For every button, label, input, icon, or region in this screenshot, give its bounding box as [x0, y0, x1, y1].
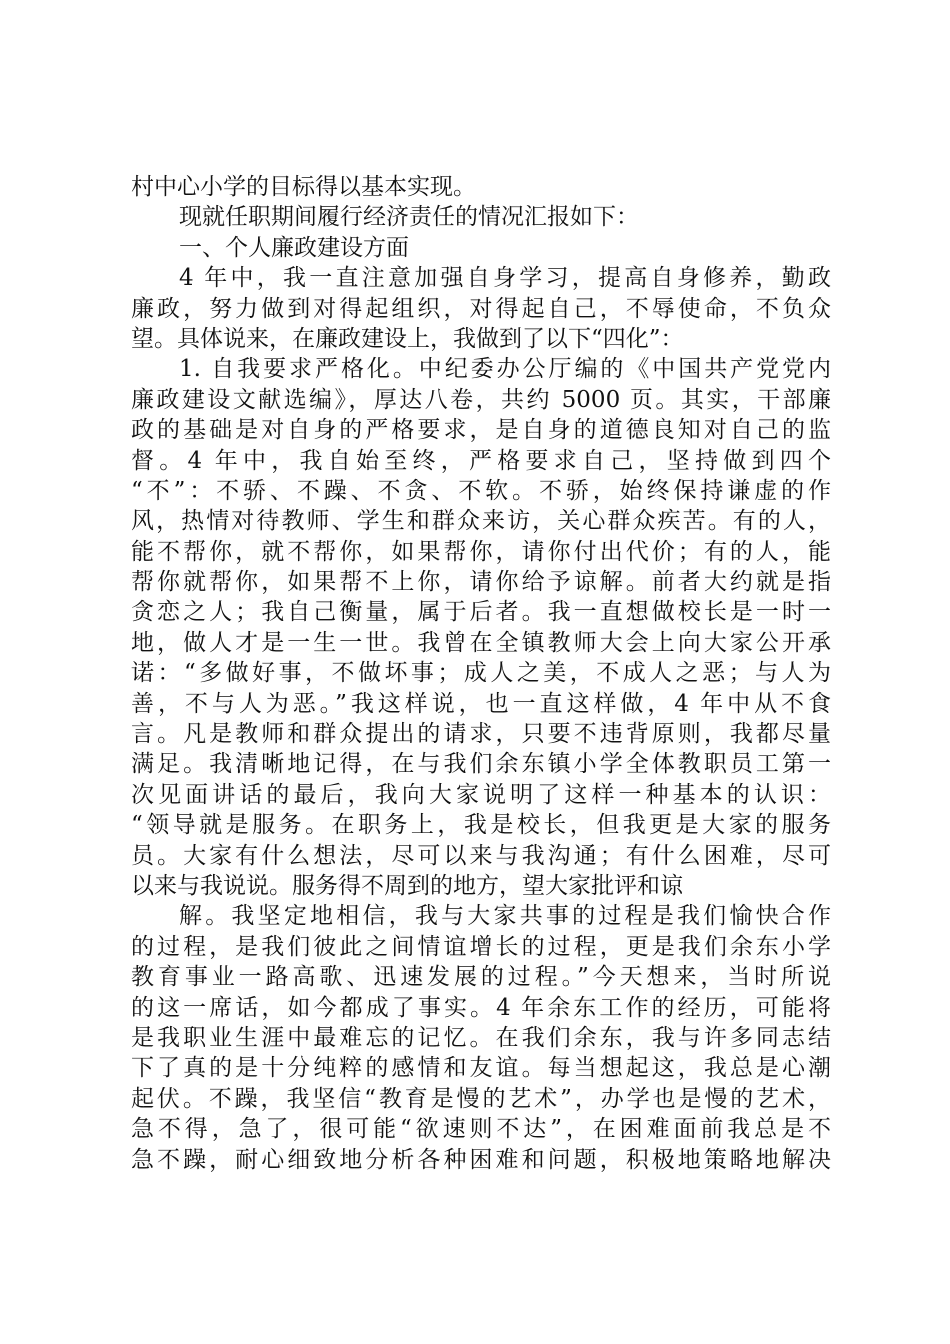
text-line: 贪恋之人；我自己衡量，属于后者。我一直想做校长是一时一	[131, 599, 831, 626]
text-line: 急不躁，耐心细致地分析各种困难和问题，积极地策略地解决	[131, 1146, 831, 1173]
text-line: 是我职业生涯中最难忘的记忆。在我们余东，我与许多同志结	[131, 1024, 831, 1051]
text-line: 诺：“多做好事，不做坏事；成人之美，不成人之恶；与人为	[131, 660, 831, 687]
text-line: “不”：不骄、不躁、不贪、不软。不骄，始终保持谦虚的作	[131, 477, 831, 504]
text-line: 善，不与人为恶。”我这样说，也一直这样做，4 年中从不食	[131, 690, 831, 717]
text-line: 解。我坚定地相信，我与大家共事的过程是我们愉快合作	[179, 903, 831, 930]
text-line: 满足。我清晰地记得，在与我们余东镇小学全体教职员工第一	[131, 751, 831, 778]
text-line: 以来与我说说。服务得不周到的地方，望大家批评和谅	[131, 872, 683, 899]
text-line: 下了真的是十分纯粹的感情和友谊。每当想起这，我总是心潮	[131, 1055, 831, 1082]
text-line: 一、个人廉政建设方面	[179, 234, 409, 261]
text-line: 帮你就帮你，如果帮不上你，请你给予谅解。前者大约就是指	[131, 569, 831, 596]
text-line: 教育事业一路高歌、迅速发展的过程。”今天想来，当时所说	[131, 964, 831, 991]
text-line: 的这一席话，如今都成了事实。4 年余东工作的经历，可能将	[131, 994, 831, 1021]
text-line: 急不得，急了，很可能“欲速则不达”，在困难面前我总是不	[131, 1116, 831, 1143]
text-line: 现就任职期间履行经济责任的情况汇报如下：	[179, 204, 639, 231]
text-line: 言。凡是教师和群众提出的请求，只要不违背原则，我都尽量	[131, 721, 831, 748]
text-line: 廉政建设文献选编》，厚达八卷，共约 5000 页。其实，干部廉	[131, 386, 831, 413]
text-line: 督。4 年中，我自始至终，严格要求自己，坚持做到四个	[131, 447, 831, 474]
text-line: 4 年中，我一直注意加强自身学习，提高自身修养，勤政	[179, 265, 831, 292]
body-text	[131, 172, 831, 1175]
text-line: 员。大家有什么想法，尽可以来与我沟通；有什么困难，尽可	[131, 842, 831, 869]
text-line: 村中心小学的目标得以基本实现。	[131, 174, 476, 200]
text-line: 廉政，努力做到对得起组织，对得起自己，不辱使命，不负众	[131, 295, 831, 322]
text-line: 望。具体说来，在廉政建设上，我做到了以下“四化”：	[131, 325, 684, 352]
text-line: 政的基础是对自身的严格要求，是自身的道德良知对自己的监	[131, 417, 831, 444]
text-line: 1. 自我要求严格化。中纪委办公厅编的《中国共产党党内	[179, 356, 831, 383]
text-line: 起伏。不躁，我坚信“教育是慢的艺术”，办学也是慢的艺术，	[131, 1085, 831, 1112]
text-line: 能不帮你，就不帮你，如果帮你，请你付出代价；有的人，能	[131, 538, 831, 565]
text-line: 地，做人才是一生一世。我曾在全镇教师大会上向大家公开承	[131, 629, 831, 656]
text-line: 的过程，是我们彼此之间情谊增长的过程，更是我们余东小学	[131, 933, 831, 960]
text-line: 风，热情对待教师、学生和群众来访，关心群众疾苦。有的人，	[131, 508, 831, 535]
text-line: “领导就是服务。在职务上，我是校长，但我更是大家的服务	[131, 812, 831, 839]
text-line: 次见面讲话的最后，我向大家说明了这样一种基本的认识：	[131, 781, 831, 808]
